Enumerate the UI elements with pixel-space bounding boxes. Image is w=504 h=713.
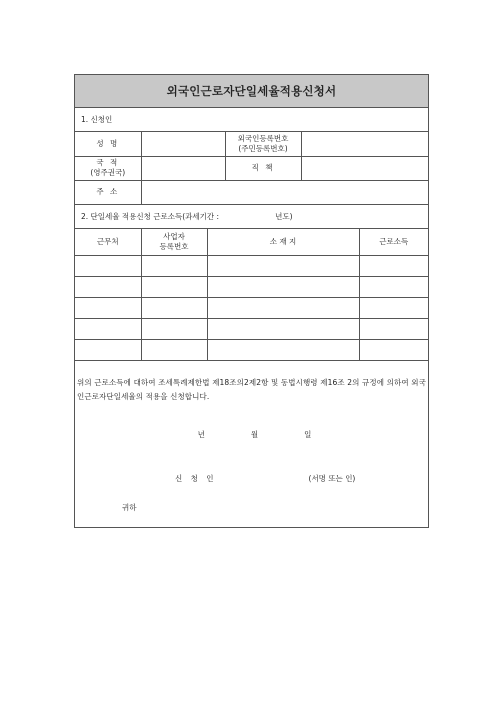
reg-no-label-line1: 외국인등록번호 — [237, 133, 289, 143]
workplace-cell[interactable] — [75, 319, 141, 340]
location-header: 소 재 지 — [207, 229, 359, 256]
date-day: 일 — [304, 430, 312, 439]
addressee: 귀하 — [122, 503, 137, 512]
biz-no-header-line2: 등록번호 — [159, 241, 189, 251]
biz-no-cell[interactable] — [141, 256, 207, 277]
workplace-cell[interactable] — [75, 298, 141, 319]
income-row — [75, 256, 428, 277]
nationality-label — [75, 156, 141, 180]
name-label: 성 명 — [75, 132, 141, 156]
reg-no-field[interactable] — [301, 132, 428, 156]
signature-note: (서명 또는 인) — [308, 474, 356, 483]
income-row — [75, 319, 428, 340]
nationality-field[interactable] — [141, 156, 225, 180]
workplace-cell[interactable] — [75, 256, 141, 277]
biz-no-header-line1: 사업자 — [163, 231, 185, 241]
section-income-heading-suffix: 년도) — [275, 211, 293, 221]
name-field[interactable] — [141, 132, 225, 156]
applicant-label: 신 청 인 — [175, 474, 217, 483]
income-cell[interactable] — [359, 277, 428, 298]
biz-no-cell[interactable] — [141, 340, 207, 361]
workplace-cell[interactable] — [75, 277, 141, 298]
biz-no-cell[interactable] — [141, 319, 207, 340]
biz-no-cell[interactable] — [141, 298, 207, 319]
location-cell[interactable] — [207, 340, 359, 361]
income-row — [75, 298, 428, 319]
date-month: 월 — [250, 430, 259, 439]
address-label: 주 소 — [75, 180, 141, 204]
date-year: 년 — [197, 430, 205, 439]
income-cell[interactable] — [359, 256, 428, 277]
reg-no-label-line2: (주민등록번호) — [238, 143, 288, 153]
declaration-text: 위의 근로소득에 대하여 조세특례제한법 제18조의2제2항 및 동법시행령 제16조 2의 규정에 의하여 외국인근로자단일세율의 적용을 신청합니다. — [77, 378, 426, 401]
income-row — [75, 277, 428, 298]
section-income-heading — [75, 205, 428, 229]
income-header: 근로소득 — [359, 229, 428, 256]
income-row — [75, 340, 428, 361]
nationality-label-line2: (영주권국) — [90, 168, 126, 177]
reg-no-label — [225, 132, 301, 156]
applicant-table — [75, 132, 428, 205]
location-cell[interactable] — [207, 256, 359, 277]
income-cell[interactable] — [359, 319, 428, 340]
signature-line — [77, 473, 426, 484]
location-cell[interactable] — [207, 319, 359, 340]
form-title: 외국인근로자단일세율적용신청서 — [75, 75, 428, 108]
declaration-area — [75, 361, 428, 513]
workplace-cell[interactable] — [75, 340, 141, 361]
workplace-header: 근무처 — [75, 229, 141, 256]
biz-no-cell[interactable] — [141, 277, 207, 298]
position-field[interactable] — [301, 156, 428, 180]
location-cell[interactable] — [207, 277, 359, 298]
biz-no-header — [141, 229, 207, 256]
section-income-heading-prefix: 2. 단일세율 적용신청 근로소득(과세기간 : — [81, 211, 220, 221]
income-cell[interactable] — [359, 298, 428, 319]
location-cell[interactable] — [207, 298, 359, 319]
position-label: 직 책 — [225, 156, 301, 180]
application-form — [74, 74, 429, 528]
address-field[interactable] — [141, 180, 428, 204]
date-line — [77, 429, 426, 440]
income-table — [75, 229, 428, 362]
nationality-label-line1: 국 적 — [96, 157, 120, 167]
income-cell[interactable] — [359, 340, 428, 361]
section-applicant-heading: 1. 신청인 — [75, 108, 428, 132]
